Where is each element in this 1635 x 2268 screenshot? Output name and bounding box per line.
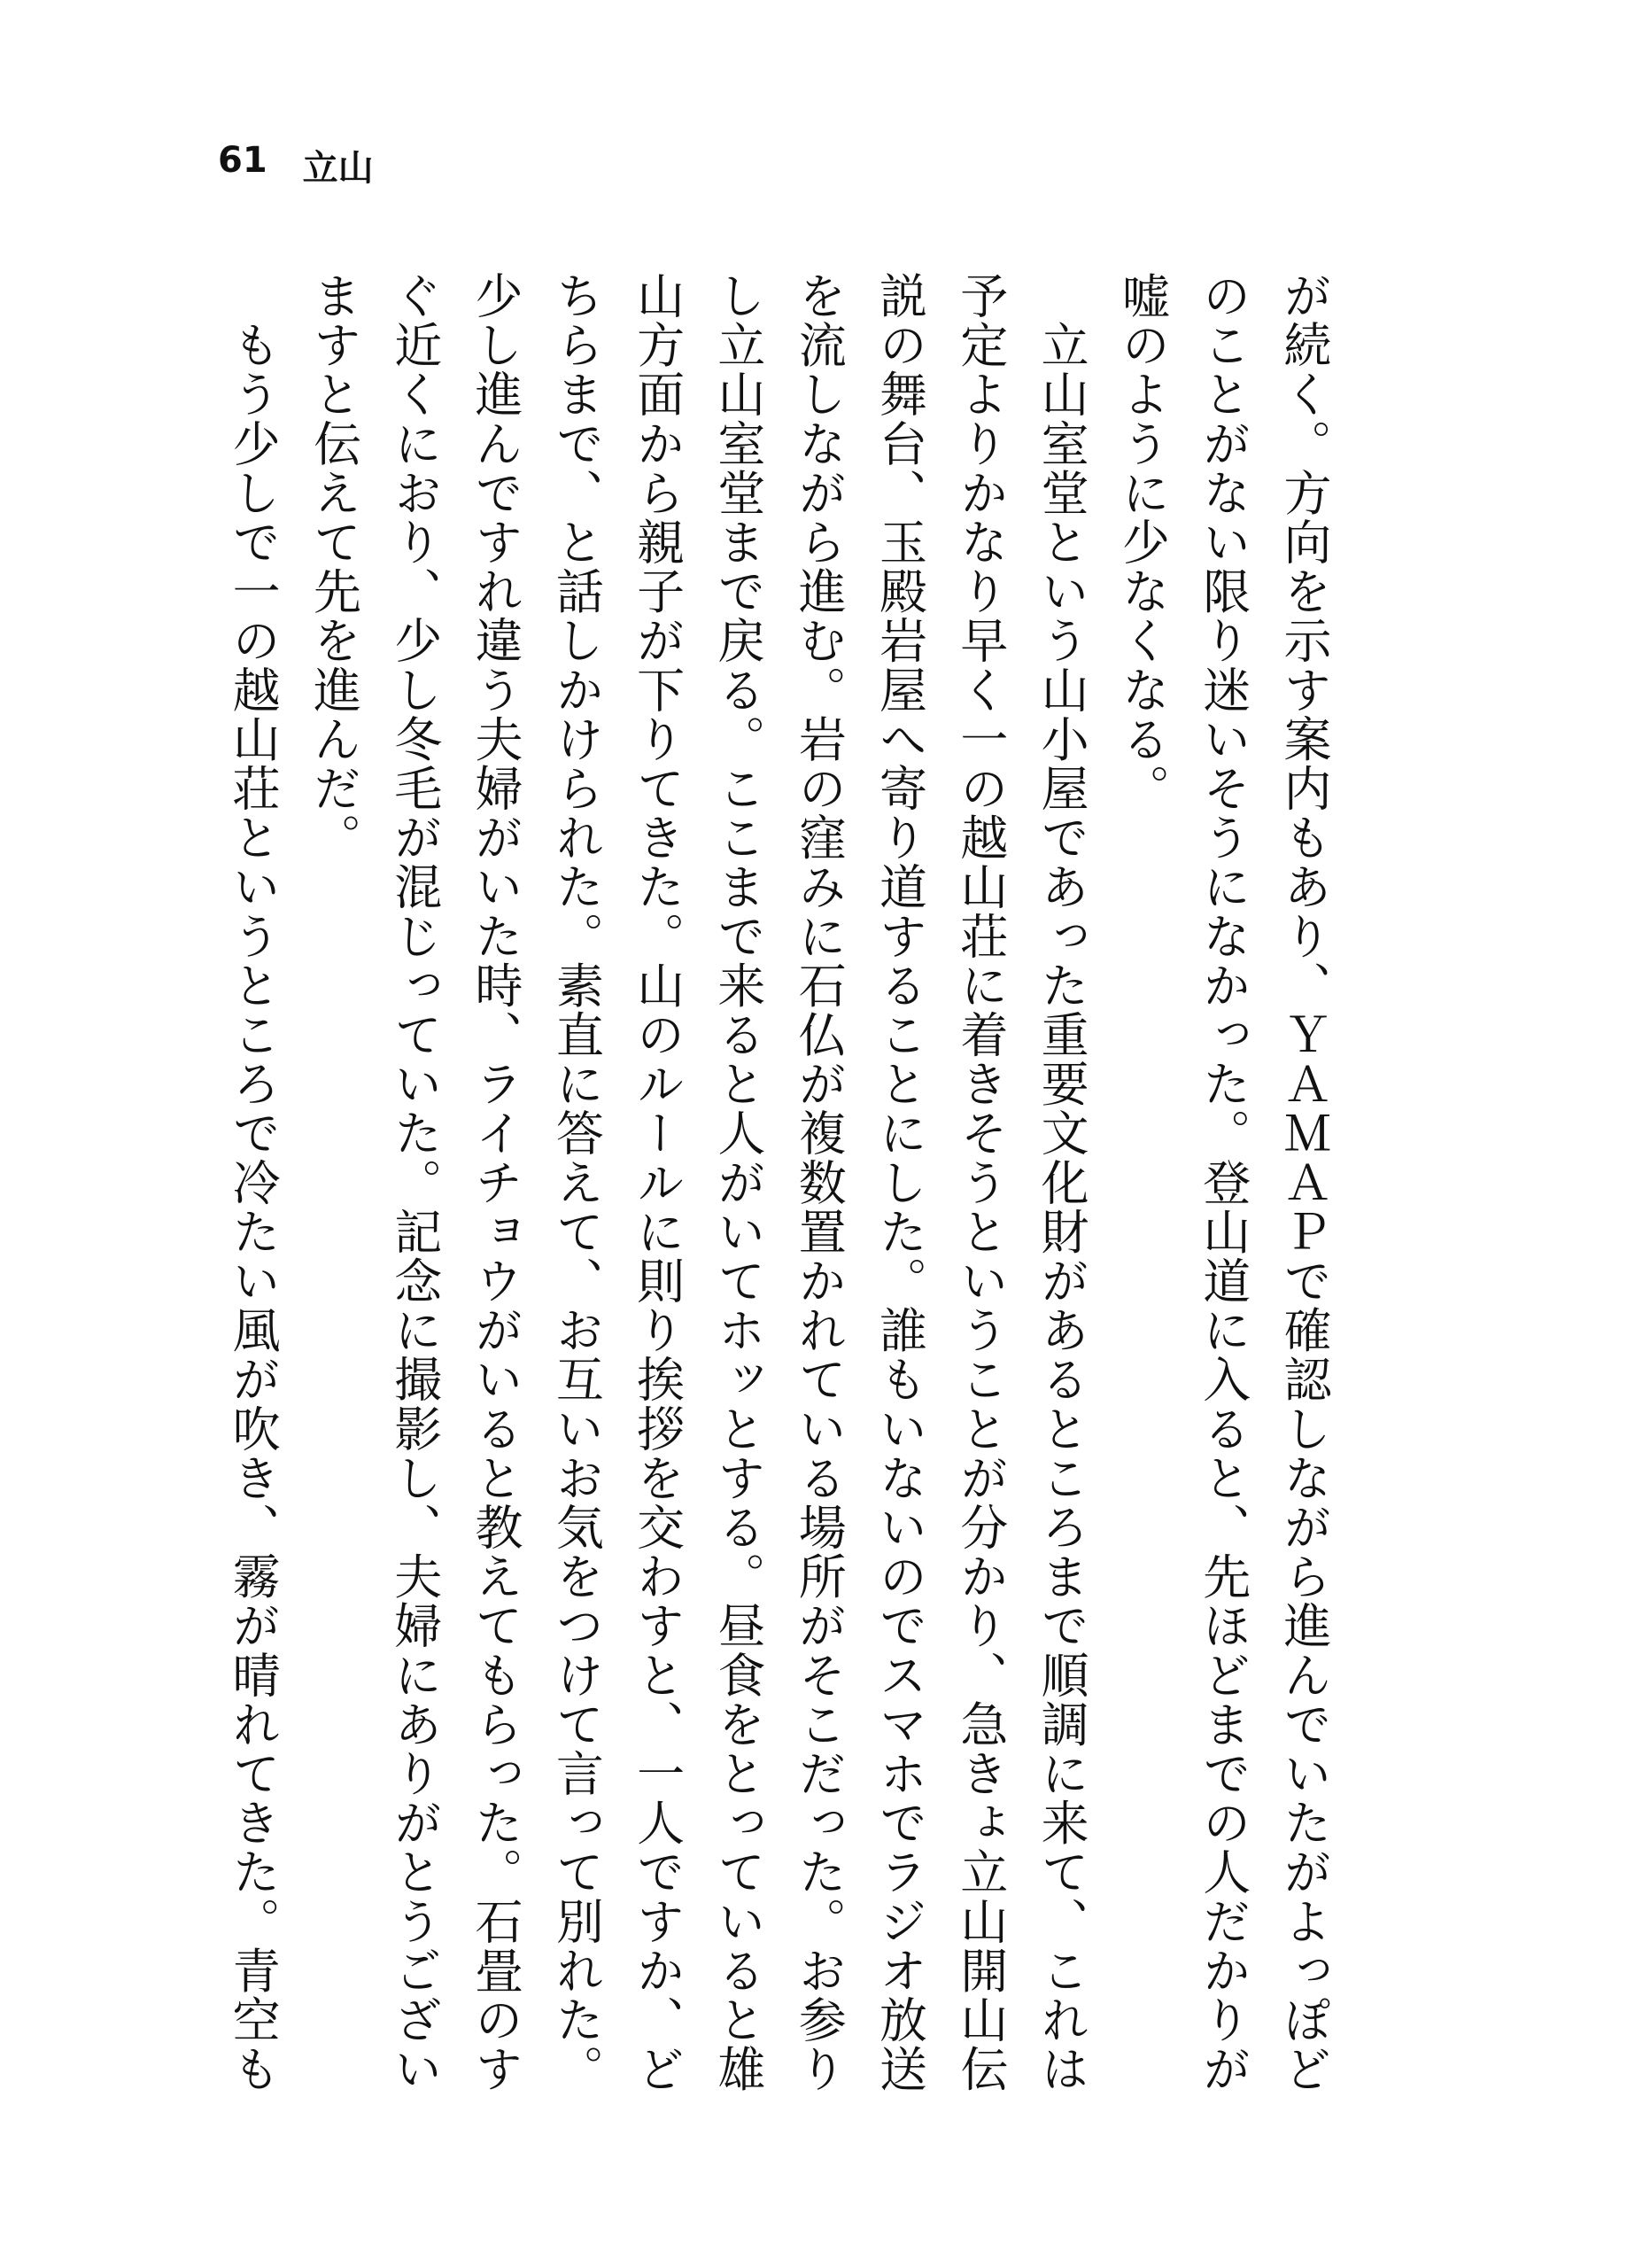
text-line: を流しながら進む。岩の窪みに石仏が複数置かれている場所がそこだった。お参り xyxy=(791,271,848,2094)
chapter-title: 立山 xyxy=(302,148,374,189)
text-line: 予定よりかなり早く一の越山荘に着きそうということが分かり、急きょ立山開山伝 xyxy=(952,271,1009,2094)
text-line: もう少しで一の越山荘というところで冷たい風が吹き、霧が晴れてきた。青空も xyxy=(225,271,282,2094)
text-line: ますと伝えて先を進んだ。 xyxy=(306,271,362,863)
text-line: 立山室堂という山小屋であった重要文化財があるところまで順調に来て、これは xyxy=(1034,271,1090,2094)
text-line: が続く。方向を示す案内もあり、ＹＡＭＡＰで確認しながら進んでいたがよっぽど xyxy=(1276,271,1332,2094)
text-line: ぐ近くにおり、少し冬毛が混じっていた。記念に撮影し、夫婦にありがとうござい xyxy=(386,271,443,2094)
text-line: 少し進んですれ違う夫婦がいた時、ライチョウがいると教えてもらった。石畳のす xyxy=(468,271,524,2094)
text-line: 嘘のように少なくなる。 xyxy=(1114,271,1171,813)
page-header xyxy=(218,140,374,190)
body-text xyxy=(213,271,1344,2105)
text-line: ちらまで、と話しかけられた。素直に答えて、お互いお気をつけて言って別れた。 xyxy=(548,271,605,2094)
text-line: のことがない限り迷いそうになかった。登山道に入ると、先ほどまでの人だかりが xyxy=(1195,271,1251,2094)
text-line: 山方面から親子が下りてきた。山のルールに則り挨拶を交わすと、一人ですか、ど xyxy=(629,271,686,2094)
text-line: し立山室堂まで戻る。ここまで来ると人がいてホッとする。昼食をとっていると雄 xyxy=(709,271,766,2094)
text-line: 説の舞台、玉殿岩屋へ寄り道することにした。誰もいないのでスマホでラジオ放送 xyxy=(872,271,928,2094)
page-number: 61 xyxy=(218,140,267,181)
